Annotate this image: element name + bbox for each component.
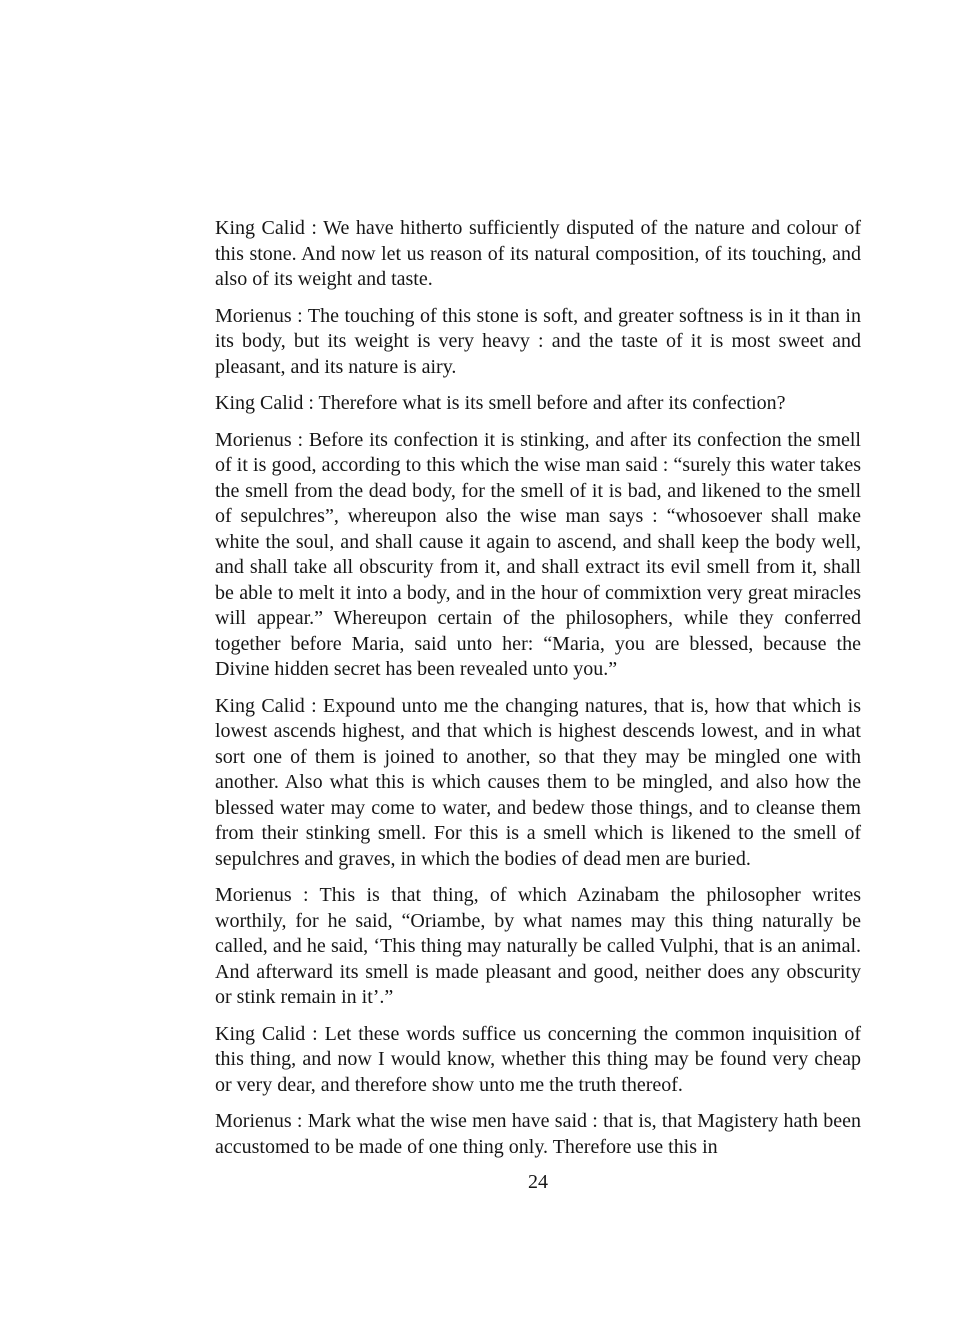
dialogue-paragraph-morienus-2: Morienus : Before its confection it is stinking, and after its confection the smell of it is good, according to this which the wise man said : “surely this water takes the smell from the dead body, for the smell of it is bad, and likened to the smell of sepulchres”, whereupon also the wise man says : “whosoever shall make white the soul, and shall cause it again to ascend, and shall keep the body well, and shall take all obscurity from it, and shall extract its evil smell from it, shall be able to melt it into a body, and in the hour of commixtion very great miracles will appear.” Whereupon certain of the philosophers, while they conferred together before Maria, said unto her: “Maria, you are blessed, because the Divine hidden secret has been revealed unto you.” [215,428,861,680]
dialogue-paragraph-morienus-3: Morienus : This is that thing, of which Azinabam the philosopher writes worthily, for he said, “Oriambe, by what names may this thing naturally be called, and he said, ‘This thing may naturally be called Vulphi, that is an animal. And afterward its smell is made pleasant and good, neither does any obscurity or stink remain in it’.” [215,884,861,1008]
text-block [215,216,861,1160]
dialogue-paragraph-king-calid-1: King Calid : We have hitherto sufficiently disputed of the nature and colour of this stone. And now let us reason of its natural composition, of its touching, and also of its weight and taste. [215,217,861,290]
dialogue-paragraph-king-calid-4: King Calid : Let these words suffice us concerning the common inquisition of this thing, and now I would know, whether this thing may be found very cheap or very dear, and therefore show unto me the truth thereof. [215,1022,861,1096]
dialogue-paragraph-morienus-1: Morienus : The touching of this stone is soft, and greater softness is in it than in its body, but its weight is very heavy : and the taste of it is most sweet and pleasant, and its nature is airy. [215,304,861,378]
dialogue-paragraph-king-calid-3: King Calid : Expound unto me the changing natures, that is, how that which is lowest ascends highest, and that which is highest descends lowest, and in what sort one of them is joined to another, so that they may be mingled one with another. Also what this is which causes them to be mingled, and also how the blessed water may come to water, and bedew those things, and to cleanse them from their stinking smell. For this is a smell which is likened to the smell of sepulchres and graves, in which the bodies of dead men are buried. [215,694,861,870]
dialogue-paragraph-morienus-4: Morienus : Mark what the wise men have said : that is, that Magistery hath been accustomed to be made of one thing only. Therefore use this in [215,1110,861,1158]
page-number: 24 [528,1171,548,1193]
dialogue-paragraph-king-calid-2: King Calid : Therefore what is its smell before and after its confection? [215,392,786,414]
